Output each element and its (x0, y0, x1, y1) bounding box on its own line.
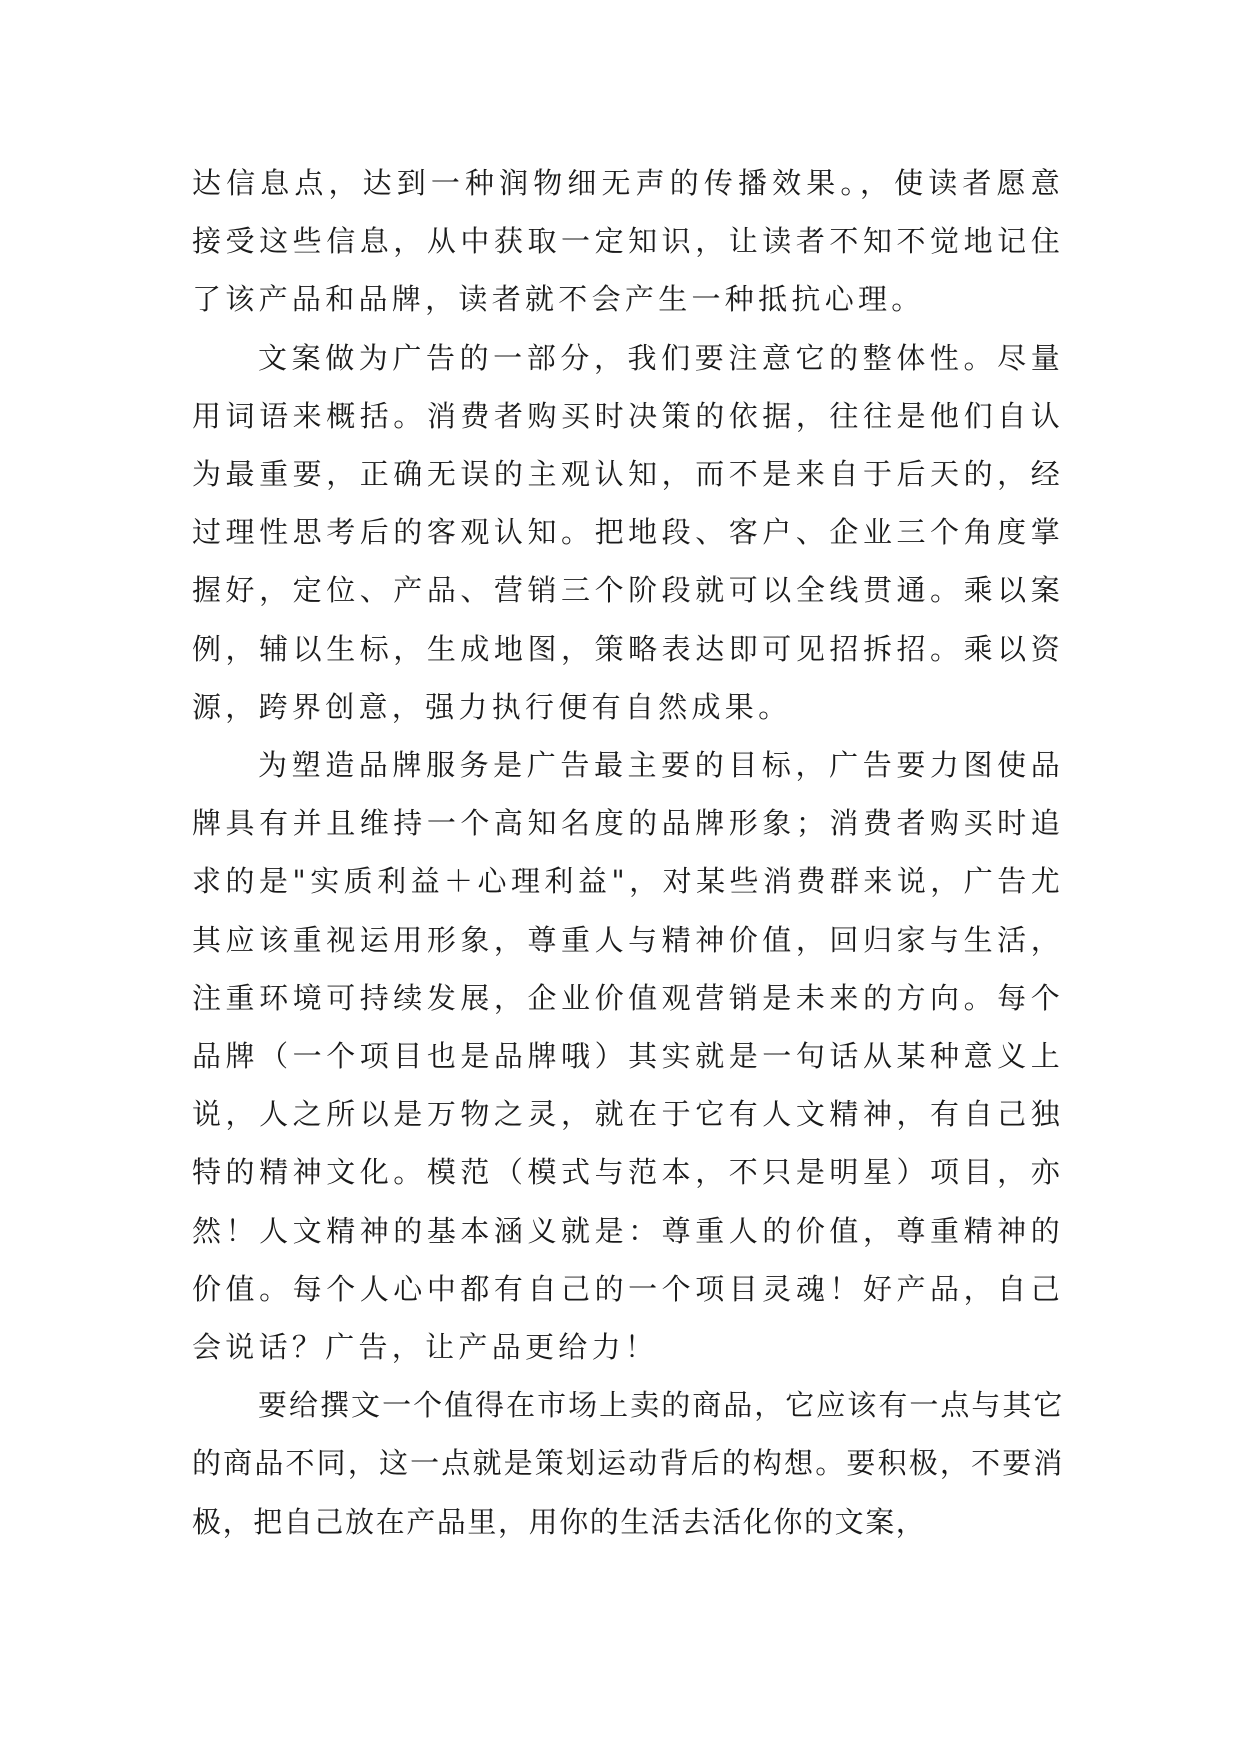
paragraph-4: 要给撰文一个值得在市场上卖的商品，它应该有一点与其它的商品不同，这一点就是策划运动背后的构想。要积极，不要消极，把自己放在产品里，用你的生活去活化你的文案， (192, 1388, 1064, 1539)
paragraph-1: 达信息点，达到一种润物细无声的传播效果。，使读者愿意接受这些信息，从中获取一定知识，让读者不知不觉地记住了该产品和品牌，读者就不会产生一种抵抗心理。 (192, 166, 1064, 317)
paragraph-3: 为塑造品牌服务是广告最主要的目标，广告要力图使品牌具有并且维持一个高知名度的品牌形象；消费者购买时追求的是"实质利益＋心理利益"，对某些消费群来说，广告尤其应该重视运用形象，尊重人与精神价值，回归家与生活，注重环境可持续发展，企业价值观营销是未来的方向。每个品牌（一个项目也是品牌哦）其实就是一句话从某种意义上说，人之所以是万物之灵，就在于它有人文精神，有自己独特的精神文化。模范（模式与范本，不只是明星）项目，亦然！人文精神的基本涵义就是：尊重人的价值，尊重精神的价值。每个人心中都有自己的一个项目灵魂！好产品，自己会说话？广告，让产品更给力！ (192, 748, 1064, 1365)
document-body (192, 154, 1064, 1551)
paragraph-2: 文案做为广告的一部分，我们要注意它的整体性。尽量用词语来概括。消费者购买时决策的依据，往往是他们自认为最重要，正确无误的主观认知，而不是来自于后天的，经过理性思考后的客观认知。把地段、客户、企业三个角度掌握好，定位、产品、营销三个阶段就可以全线贯通。乘以案例，辅以生标，生成地图，策略表达即可见招拆招。乘以资源，跨界创意，强力执行便有自然成果。 (192, 340, 1064, 724)
